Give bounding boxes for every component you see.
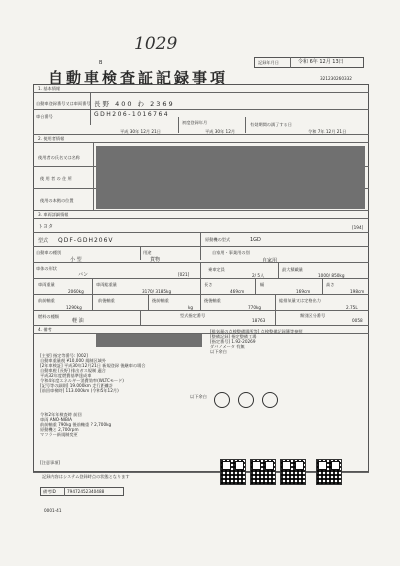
gross-value: 3170/ 3185kg <box>142 289 172 294</box>
max-load-value: 1000/ 850kg <box>318 273 345 278</box>
remarks-left-line: 自動車税 [長野] 排出ガス規制 適合 <box>40 368 106 373</box>
maker: トヨタ <box>38 224 54 230</box>
reg-number-label: 自動車登録番号又は車両番号 <box>36 101 91 106</box>
remarks-left-line: 平成32年度燃費基準達成車 <box>40 373 92 378</box>
remarks-left-line: 自動車重量税 ¥10,000 規制区域外 <box>40 358 107 363</box>
qr-code-icon <box>220 459 246 485</box>
remarks-left-line: [記号等の細則] 19.000km 走行距離計 <box>40 383 114 388</box>
fuel-label: 燃料の種類 <box>38 314 59 319</box>
height-label: 高さ <box>326 282 335 287</box>
inspection-line: 車両 ANO-NIBIA <box>40 417 72 422</box>
user-name-label: 使用者の氏名又は名称 <box>38 155 80 160</box>
remarks-right-line: ダバノメータ 有無 <box>210 344 245 349</box>
type-designation-value: 18763 <box>252 318 266 323</box>
capacity-value: 2/ 5人 <box>252 273 265 278</box>
section-basic: 1. 基本情報 <box>38 86 61 91</box>
id-label: 備考ID <box>43 489 56 494</box>
remarks-left-line: [主要] 指定等番号: [002] <box>40 353 88 358</box>
width-value: 169cm <box>296 289 311 294</box>
inspection-line: 原動機と 2,700rpm <box>40 427 79 432</box>
inspection-block <box>40 412 111 437</box>
use-value: 貨物 <box>150 257 161 263</box>
body-value: バン <box>78 272 89 278</box>
notice-text: 記録内容はシステム登録時点の状態となります <box>42 474 130 479</box>
remarks-right-line: [整備記録] 指定整備工場 <box>210 334 257 339</box>
expiry-value: 令和 7年 12月 21日 <box>308 129 347 134</box>
purpose-label: 自家用・事業用の別 <box>212 250 250 255</box>
category-value: 0058 <box>352 318 363 323</box>
model-label: 型式 <box>38 238 49 244</box>
engine-label: 原動機の型式 <box>205 237 231 242</box>
user-address-label: 使 用 者 の 住 所 <box>40 176 72 181</box>
document-title: 自動車検査証記録事項 <box>48 69 229 87</box>
first-reg-value: 平成 30年 12月 21日 <box>120 129 161 134</box>
remarks-left-block <box>40 353 207 399</box>
use-label: 用途 <box>143 250 152 255</box>
axle2-label: 前後軸重 <box>98 298 115 303</box>
maker-code: [194] <box>352 225 364 230</box>
inspection-line: マフラー新規制変更 <box>40 432 78 437</box>
engine-value: 1GD <box>250 237 261 243</box>
first-reg-month: 平成 30年 12月 <box>205 129 236 134</box>
inspection-line: 前前軸重 790kg 後前軸重 ? 2,700kg <box>40 422 112 427</box>
kind-label: 自動車の種別 <box>36 250 62 255</box>
axle3-label: 後前軸重 <box>152 298 169 303</box>
handwritten-number: 1029 <box>134 34 178 54</box>
front-axle-value: 1290kg <box>66 305 82 310</box>
record-date: 令和 6年 12月 13日 <box>298 59 344 65</box>
doc-number: 321230260332 <box>320 76 352 81</box>
front-axle-label: 前前軸重 <box>38 298 55 303</box>
weight-label: 車両重量 <box>38 282 55 287</box>
inspection-line: 令和2年年検査時 前回 <box>40 412 82 417</box>
expiry-label: 有効期間の満了する日 <box>250 122 292 127</box>
remarks-right-block <box>210 329 303 354</box>
section-remarks: 4. 備考 <box>38 327 52 332</box>
notice-title: [注意事項] <box>40 460 61 465</box>
user-base-label: 使用の本拠の位置 <box>40 198 74 203</box>
id-value: 79472452340488 <box>67 489 105 494</box>
official-seal <box>214 392 230 408</box>
redaction-user <box>96 146 365 209</box>
body-label: 車体の形状 <box>36 266 57 271</box>
gross-label: 車両総重量 <box>96 282 117 287</box>
axle4-label: 後後軸重 <box>204 298 221 303</box>
qr-code-icon <box>316 459 342 485</box>
qr-code-icon <box>280 459 306 485</box>
remarks-right-line: [排気量の点検整備場所等] 点検整備記録簿等参照 <box>210 329 303 334</box>
official-seal <box>262 392 278 408</box>
kind-value: 小 型 <box>70 257 82 263</box>
model-value: QDF-GDH206V <box>58 237 114 244</box>
reg-number-value: 長野 400 わ 2369 <box>94 100 175 108</box>
axle4-value: 770kg <box>248 305 262 310</box>
type-designation-label: 型式指定番号 <box>180 313 206 318</box>
remarks-left-line: [2年車検証] 平成30年12月21日 新規登録 後継車の場合 <box>40 363 146 368</box>
section-user: 2. 使用者情報 <box>38 136 65 141</box>
section-vehicle: 3. 車両詳細情報 <box>38 212 69 217</box>
qr-code-icon <box>250 459 276 485</box>
fuel-value: 軽 油 <box>72 318 84 324</box>
capacity-label: 乗車定員 <box>208 267 225 272</box>
max-load-label: 最大積載量 <box>282 267 303 272</box>
official-seal <box>238 392 254 408</box>
displacement-label: 総排気量又は定格出力 <box>279 298 321 303</box>
height-value: 198cm <box>350 289 365 294</box>
remarks-note: 以下余白 <box>190 394 207 399</box>
purpose-value: 自家用 <box>262 258 278 264</box>
page-code: 0001-41 <box>44 508 62 513</box>
weight-value: 2060kg <box>68 289 84 294</box>
chassis-label: 車台番号 <box>36 114 53 119</box>
axle3-value: kg <box>188 305 194 310</box>
remarks-right-line: [指定番号] 1.92-20269 <box>210 339 256 344</box>
width-label: 幅 <box>260 282 265 287</box>
first-reg-label: 初度登録年月 <box>182 120 208 125</box>
length-value: 469cm <box>230 289 245 294</box>
length-label: 長さ <box>204 282 213 287</box>
body-code: [021] <box>178 272 190 277</box>
header-mark: B <box>99 60 103 66</box>
remarks-left-line: [前回車検時] 113.000km (令和5年12月) <box>40 388 119 393</box>
record-date-label: 記録年月日 <box>258 60 279 65</box>
remarks-left-line: 令和4年度エネルギー消費効率(WLTCモード) <box>40 378 124 383</box>
category-label: 類別区分番号 <box>300 313 326 318</box>
displacement-value: 2.75L <box>346 305 358 310</box>
chassis-value: GDH206-1016764 <box>94 111 170 118</box>
remarks-right-line: 以下余白 <box>210 349 227 354</box>
redaction-remarks <box>96 334 202 347</box>
